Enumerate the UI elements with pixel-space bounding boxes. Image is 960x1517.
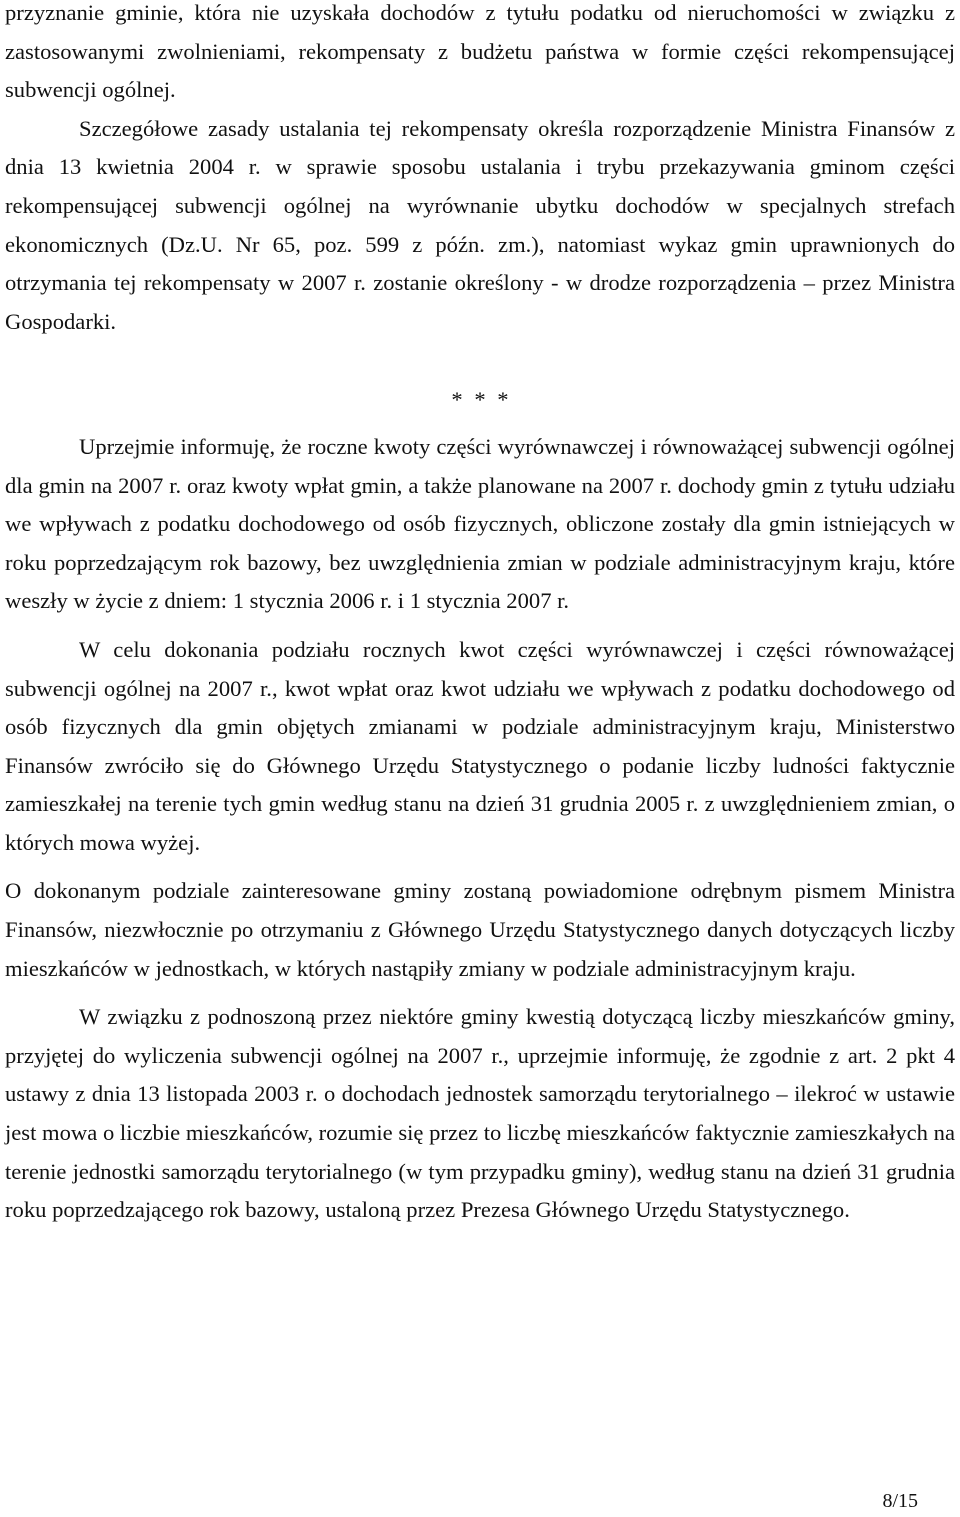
paragraph-division-request: W celu dokonania podziału rocznych kwot części wyrównawczej i części równoważącej subwencji ogólnej na 2007 r., kwot wpłat oraz kwot udziału we wpływach z podatku dochodowego od osób fizycznych dla gmin objętych zmianami w podziale administracyjnym kraju, Ministerstwo Finansów zwróciło się do Głównego Urzędu Statystycznego o podanie liczby ludności faktycznie zamieszkałej na terenie tych gmin według stanu na dzień 31 grudnia 2005 r. z uwzględnieniem zmian, o których mowa wyżej. (5, 636, 955, 855)
section-separator: * * * (451, 387, 509, 413)
document-page (5, 0, 955, 1230)
page-number: 8/15 (882, 1490, 918, 1512)
paragraph-continuation: przyznanie gminie, która nie uzyskała dochodów z tytułu podatku od nieruchomości w związku z zastosowanymi zwolnieniami, rekompensaty z budżetu państwa w formie części rekompensującej subwencji ogólnej. (5, 0, 955, 103)
paragraph-compensation-rules: Szczegółowe zasady ustalania tej rekompensaty określa rozporządzenie Ministra Finansów z dnia 13 kwietnia 2004 r. w sprawie sposobu ustalania i trybu przekazywania gminom części rekompensującej subwencji ogólnej na wyrównanie ubytku dochodów w specjalnych strefach ekonomicznych (Dz.U. Nr 65, poz. 599 z późn. zm.), natomiast wykaz gmin uprawnionych do otrzymania tej rekompensaty w 2007 r. zostanie określony - w drodze rozporządzenia – przez Ministra Gospodarki. (5, 115, 955, 334)
paragraph-notification: O dokonanym podziale zainteresowane gminy zostaną powiadomione odrębnym pismem Ministra Finansów, niezwłocznie po otrzymaniu z Głównego Urzędu Statystycznego danych dotyczących liczby mieszkańców w jednostkach, w których nastąpiły zmiany w podziale administracyjnym kraju. (5, 878, 955, 981)
paragraph-population-definition: W związku z podnoszoną przez niektóre gminy kwestią dotyczącą liczby mieszkańców gminy, przyjętej do wyliczenia subwencji ogólnej na 2007 r., uprzejmie informuję, że zgodnie z art. 2 pkt 4 ustawy z dnia 13 listopada 2003 r. o dochodach jednostek samorządu terytorialnego – ilekroć w ustawie jest mowa o liczbie mieszkańców, rozumie się przez to liczbę mieszkańców faktycznie zamieszkałych na terenie jednostki samorządu terytorialnego (w tym przypadku gminy), według stanu na dzień 31 grudnia roku poprzedzającego rok bazowy, ustaloną przez Prezesa Głównego Urzędu Statystycznego. (5, 1004, 955, 1223)
paragraph-annual-amounts: Uprzejmie informuję, że roczne kwoty części wyrównawczej i równoważącej subwencji ogólnej dla gmin na 2007 r. oraz kwoty wpłat gmin, a także planowane na 2007 r. dochody gmin z tytułu udziału we wpływach z podatku dochodowego od osób fizycznych, obliczone zostały dla gmin istniejących w roku poprzedzającym rok bazowy, bez uwzględnienia zmian w podziale administracyjnym kraju, które weszły w życie z dniem: 1 stycznia 2006 r. i 1 stycznia 2007 r. (5, 433, 955, 614)
